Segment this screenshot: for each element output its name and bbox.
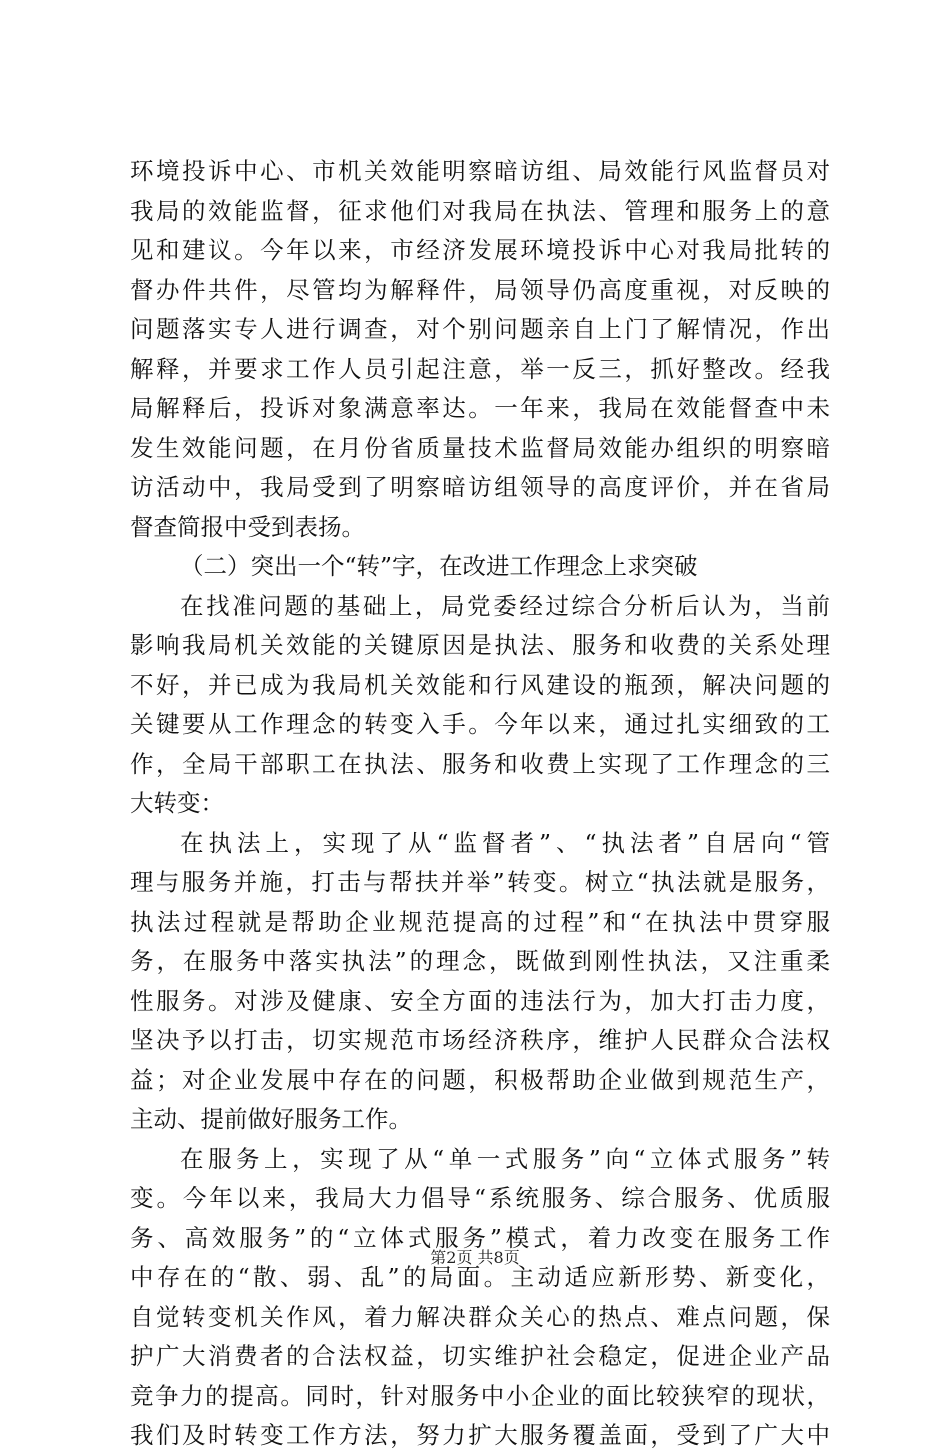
text-line: 我局的效能监督，征求他们对我局在执法、管理和服务上的意 <box>130 196 830 225</box>
text-line: 督查简报中受到表扬。 <box>130 512 365 541</box>
text-line: 性服务。对涉及健康、安全方面的违法行为，加大打击力度， <box>130 986 830 1015</box>
text-line: 主动、提前做好服务工作。 <box>130 1105 412 1133</box>
text-line: 关键要从工作理念的转变入手。今年以来，通过扎实细致的工 <box>130 710 830 738</box>
text-line: 中存在的“散、弱、乱”的局面。主动适应新形势、新变化， <box>130 1263 830 1291</box>
text-line: 局解释后，投诉对象满意率达。一年来，我局在效能督查中未 <box>130 394 830 422</box>
text-line: 益；对企业发展中存在的问题，积极帮助企业做到规范生产， <box>130 1065 830 1094</box>
text-line: 发生效能问题，在月份省质量技术监督局效能办组织的明察暗 <box>130 433 830 462</box>
text-line: 见和建议。今年以来，市经济发展环境投诉中心对我局批转的 <box>130 236 830 264</box>
text-line: 作，全局干部职工在执法、服务和收费上实现了工作理念的三 <box>130 749 830 778</box>
text-line: 不好，并已成为我局机关效能和行风建设的瓶颈，解决问题的 <box>130 670 830 699</box>
text-line: 在执法上，实现了从“监督者”、“执法者”自居向“管 <box>180 828 830 857</box>
text-line: 竞争力的提高。同时，针对服务中小企业的面比较狭窄的现状， <box>130 1381 830 1410</box>
text-line: 理与服务并施，打击与帮扶并举”转变。树立“执法就是服务， <box>130 868 830 896</box>
text-line: 执法过程就是帮助企业规范提高的过程”和“在执法中贯穿服 <box>130 907 830 936</box>
text-line: 自觉转变机关作风，着力解决群众关心的热点、难点问题，保 <box>130 1302 830 1331</box>
text-line: 环境投诉中心、市机关效能明察暗访组、局效能行风监督员对 <box>130 157 830 185</box>
text-line: 坚决予以打击，切实规范市场经济秩序，维护人民群众合法权 <box>130 1026 830 1054</box>
text-line: 在找准问题的基础上，局党委经过综合分析后认为，当前 <box>180 591 830 620</box>
text-line: 变。今年以来，我局大力倡导“系统服务、综合服务、优质服 <box>130 1184 830 1212</box>
text-line: 务、高效服务”的“立体式服务”模式，着力改变在服务工作 <box>130 1223 830 1252</box>
text-line: 解释，并要求工作人员引起注意，举一反三，抓好整改。经我 <box>130 354 830 383</box>
text-line: （二）突出一个“转”字，在改进工作理念上求突破 <box>180 552 698 580</box>
text-line: 访活动中，我局受到了明察暗访组领导的高度评价，并在省局 <box>130 473 830 501</box>
text-line: 在服务上，实现了从“单一式服务”向“立体式服务”转 <box>180 1144 830 1173</box>
text-line: 我们及时转变工作方法，努力扩大服务覆盖面，受到了广大中 <box>130 1421 830 1449</box>
text-line: 大转变： <box>130 789 224 817</box>
text-line: 问题落实专人进行调查，对个别问题亲自上门了解情况，作出 <box>130 315 830 343</box>
text-line: 督办件共件，尽管均为解释件，局领导仍高度重视，对反映的 <box>130 275 830 304</box>
text-line: 务，在服务中落实执法”的理念，既做到刚性执法，又注重柔 <box>130 947 830 975</box>
page-number-footer: 第2页 共8页 <box>430 1248 520 1267</box>
text-line: 护广大消费者的合法权益，切实维护社会稳定，促进企业产品 <box>130 1342 830 1370</box>
text-line: 影响我局机关效能的关键原因是执法、服务和收费的关系处理 <box>130 631 830 659</box>
